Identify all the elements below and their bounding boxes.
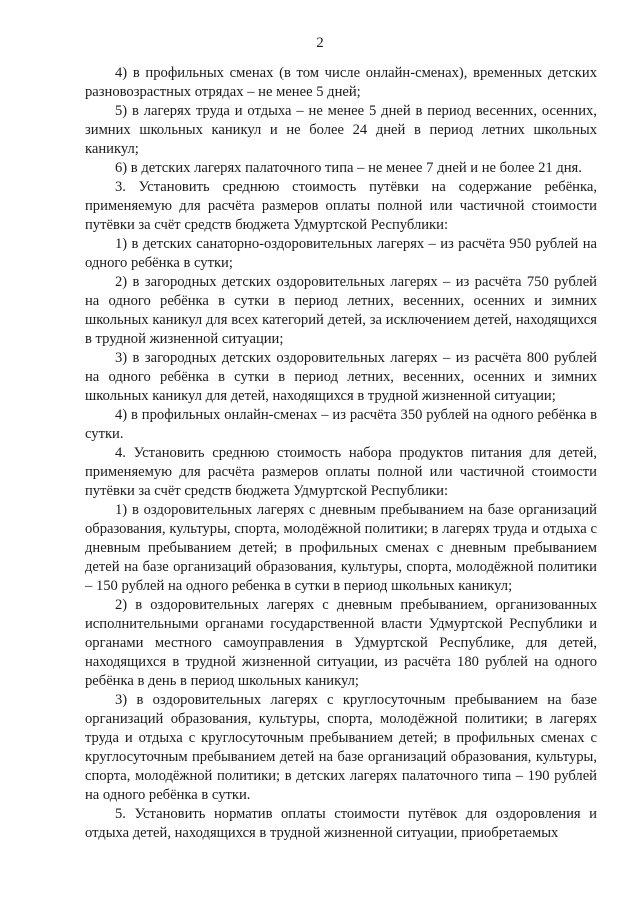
paragraph: 1) в детских санаторно-оздоровительных лагерях – из расчёта 950 рублей на одного ребёнка в сутки; <box>85 236 597 271</box>
paragraph: 4) в профильных сменах (в том числе онлайн-сменах), временных детских разновозрастных отрядах – не менее 5 дней; <box>85 65 597 100</box>
document-body <box>85 64 597 843</box>
page-number: 2 <box>316 35 324 51</box>
paragraph: 4. Установить среднюю стоимость набора продуктов питания для детей, применяемую для расчёта размеров оплаты полной или частичной стоимости путёвки за счёт средств бюджета Удмуртской Республики: <box>85 445 597 499</box>
paragraph: 3) в загородных детских оздоровительных лагерях – из расчёта 800 рублей на одного ребёнка в сутки в период летних, весенних, осенних и зимних школьных каникул для детей, находящихся в трудной жизненной ситуации; <box>85 350 597 404</box>
paragraph: 2) в оздоровительных лагерях с дневным пребыванием, организованных исполнительными органами государственной власти Удмуртской Республики и органами местного самоуправления в Удмуртской Республике, для детей, находящихся в трудной жизненной ситуации, из расчёта 180 рублей на одного ребёнка в день в период школьных каникул; <box>85 597 597 689</box>
paragraph: 4) в профильных онлайн-сменах – из расчёта 350 рублей на одного ребёнка в сутки. <box>85 407 597 442</box>
paragraph: 5. Установить норматив оплаты стоимости путёвок для оздоровления и отдыха детей, находящихся в трудной жизненной ситуации, приобретаемых <box>85 806 597 841</box>
paragraph: 5) в лагерях труда и отдыха – не менее 5 дней в период весенних, осенних, зимних школьных каникул и не более 24 дней в период летних школьных каникул; <box>85 103 597 157</box>
paragraph: 6) в детских лагерях палаточного типа – не менее 7 дней и не более 21 дня. <box>115 160 582 176</box>
paragraph: 1) в оздоровительных лагерях с дневным пребыванием на базе организаций образования, культуры, спорта, молодёжной политики; в лагерях труда и отдыха с дневным пребыванием детей; в профильных сменах с дневным пребыванием детей на базе организаций образования, культуры, спорта, молодёжной политики – 150 рублей на одного ребенка в сутки в период школьных каникул; <box>85 502 597 594</box>
paragraph: 2) в загородных детских оздоровительных лагерях – из расчёта 750 рублей на одного ребёнка в сутки в период летних, весенних, осенних и зимних школьных каникул для всех категорий детей, за исключением детей, находящихся в трудной жизненной ситуации; <box>85 274 597 347</box>
paragraph: 3) в оздоровительных лагерях с круглосуточным пребыванием на базе организаций образования, культуры, спорта, молодёжной политики; в лагерях труда и отдыха с круглосуточным пребыванием детей; в профильных сменах с круглосуточным пребыванием детей на базе организаций образования, культуры, спорта, молодёжной политики; в детских лагерях палаточного типа – 190 рублей на одного ребёнка в сутки. <box>85 692 597 803</box>
paragraph: 3. Установить среднюю стоимость путёвки на содержание ребёнка, применяемую для расчёта размеров оплаты полной или частичной стоимости путёвки за счёт средств бюджета Удмуртской Республики: <box>85 179 597 233</box>
